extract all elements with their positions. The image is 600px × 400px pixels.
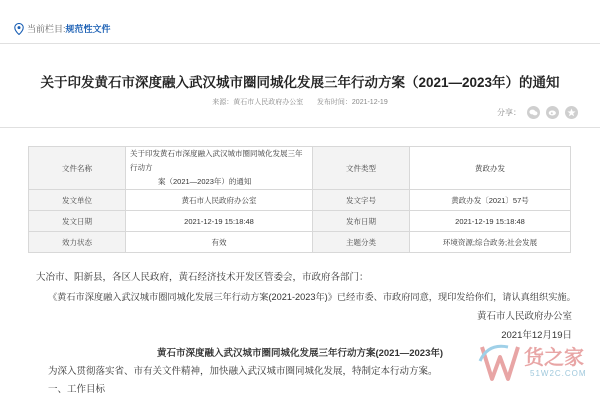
share-label: 分享： <box>497 108 521 117</box>
name-value-line1: 关于印发黄石市深度融入武汉城市圈同城化发展三年行动方 <box>130 149 303 172</box>
status-value: 有效 <box>126 232 313 253</box>
breadcrumb <box>14 22 111 35</box>
type-value: 黄政办发 <box>410 147 571 190</box>
header-divider <box>0 43 600 44</box>
issue-date-value: 2021-12-19 15:18:48 <box>126 211 313 232</box>
signature: 黄石市人民政府办公室 <box>476 311 572 322</box>
title-divider <box>0 127 600 128</box>
watermark-brand: 货之家 <box>524 347 584 369</box>
page-title: 关于印发黄石市深度融入武汉城市圈同城化发展三年行动方案（2021—2023年）的通知 <box>40 75 560 90</box>
intro-paragraph: 为深入贯彻落实省、市有关文件精神，加快融入武汉城市圈同城化发展，特制定本行动方案。 <box>48 366 438 377</box>
name-label: 文件名称 <box>29 147 126 190</box>
type-label: 文件类型 <box>313 147 410 190</box>
number-value: 黄政办发〔2021〕57号 <box>410 190 571 211</box>
qzone-share-icon[interactable] <box>565 106 578 119</box>
topic-value: 环境资源;综合政务;社会发展 <box>410 232 571 253</box>
table-row <box>29 190 571 211</box>
table-row <box>29 211 571 232</box>
name-value <box>126 147 313 190</box>
share-bar <box>497 106 578 119</box>
publish-date-value: 2021-12-19 15:18:48 <box>410 211 571 232</box>
plan-title: 黄石市深度融入武汉城市圈同城化发展三年行动方案(2021—2023年) <box>156 348 444 359</box>
source-label: 来源：黄石市人民政府办公室 <box>212 99 304 106</box>
issue-date-label: 发文日期 <box>29 211 126 232</box>
location-pin-icon <box>14 23 24 35</box>
watermark-url: 51W2C.COM <box>530 369 587 378</box>
topic-label: 主题分类 <box>313 232 410 253</box>
breadcrumb-link[interactable]: 规范性文件 <box>65 24 111 34</box>
section-heading: 一、工作目标 <box>48 384 106 395</box>
watermark-logo <box>478 337 596 391</box>
name-value-line2: 案（2021—2023年）的通知 <box>158 177 252 186</box>
status-label: 效力状态 <box>29 232 126 253</box>
unit-label: 发文单位 <box>29 190 126 211</box>
wechat-share-icon[interactable] <box>527 106 540 119</box>
table-row <box>29 232 571 253</box>
sign-date: 2021年12月19日 <box>501 330 572 341</box>
unit-value: 黄石市人民政府办公室 <box>126 190 313 211</box>
table-row <box>29 147 571 190</box>
notice-paragraph: 《黄石市深度融入武汉城市圈同城化发展三年行动方案(2021-2023年)》已经市委、市政府同意，现印发给你们，请认真组织实施。 <box>48 292 576 302</box>
breadcrumb-prefix: 当前栏目: <box>27 24 66 34</box>
recipients-paragraph: 大冶市、阳新县，各区人民政府，黄石经济技术开发区管委会，市政府各部门： <box>36 272 369 283</box>
weibo-share-icon[interactable] <box>546 106 559 119</box>
publish-date-label: 发布日期 <box>313 211 410 232</box>
number-label: 发文字号 <box>313 190 410 211</box>
date-label: 发布时间：2021-12-19 <box>316 99 388 106</box>
document-info-table <box>28 146 571 253</box>
